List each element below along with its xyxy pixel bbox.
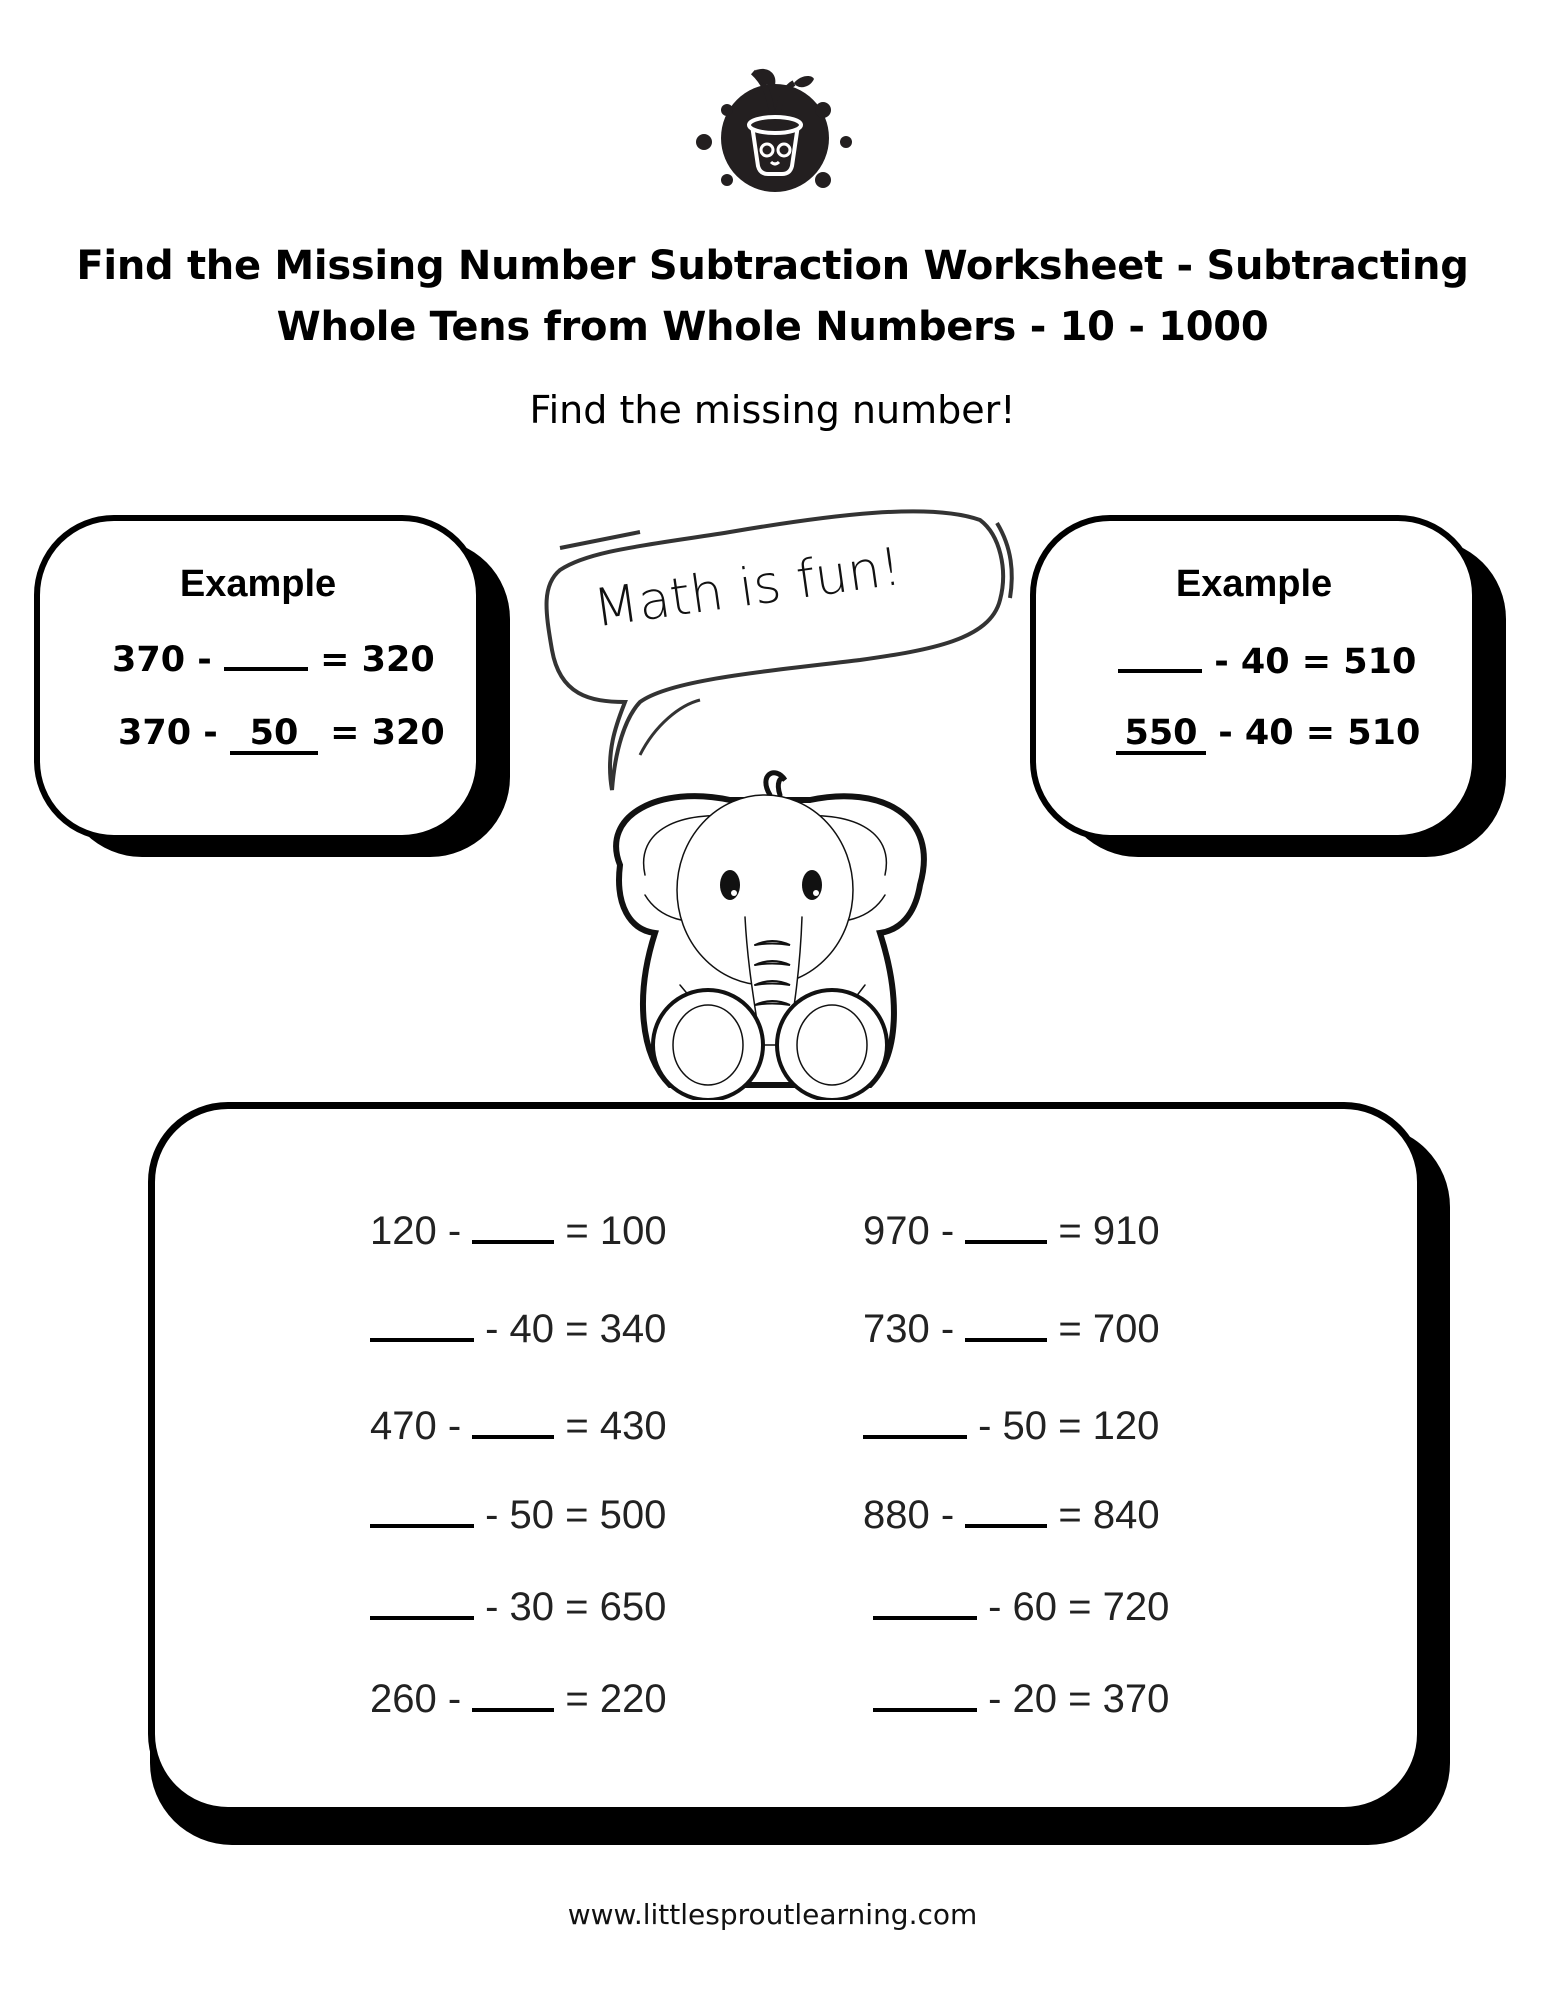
- problem-row: 470 - = 430: [370, 1404, 667, 1448]
- answer-blank[interactable]: [873, 1678, 977, 1712]
- title-line-1: Find the Missing Number Subtraction Worksheet - Subtracting: [76, 243, 1469, 289]
- answer-blank[interactable]: [965, 1210, 1047, 1244]
- answer-blank[interactable]: [472, 1678, 554, 1712]
- problem-row: - 60 = 720: [873, 1585, 1169, 1630]
- card-body: [1030, 515, 1478, 841]
- answer-blank[interactable]: [370, 1586, 474, 1620]
- answer-blank[interactable]: [873, 1586, 977, 1620]
- problem-row: - 50 = 120: [863, 1404, 1159, 1449]
- problem-row: 880 - = 840: [863, 1493, 1160, 1537]
- problem-row: - 40 = 340: [370, 1307, 666, 1352]
- worksheet-title: [0, 236, 1545, 358]
- footer-url[interactable]: www.littlesproutlearning.com: [567, 1898, 978, 1931]
- problem-row: - 50 = 500: [370, 1493, 666, 1538]
- example-heading: Example: [179, 563, 337, 605]
- example-answer: 550 - 40 = 510: [1116, 713, 1420, 755]
- answer-blank[interactable]: [472, 1405, 554, 1439]
- answer-blank[interactable]: [863, 1405, 967, 1439]
- answer-filled: 550: [1116, 715, 1206, 755]
- example-card-right: [1030, 515, 1480, 845]
- card-body: [34, 515, 482, 841]
- problems-card: [148, 1102, 1424, 1814]
- example-card-left: [34, 515, 484, 845]
- answer-blank[interactable]: [370, 1494, 474, 1528]
- example-heading: Example: [1175, 563, 1333, 605]
- answer-filled: 50: [230, 715, 318, 755]
- answer-blank[interactable]: [965, 1308, 1047, 1342]
- problem-row: 970 - = 910: [863, 1209, 1160, 1253]
- problem-row: - 30 = 650: [370, 1585, 666, 1630]
- answer-blank[interactable]: [965, 1494, 1047, 1528]
- example-answer: 370 - 50 = 320: [118, 713, 445, 753]
- answer-blank: [224, 631, 308, 671]
- title-line-2: Whole Tens from Whole Numbers - 10 - 1000: [276, 304, 1269, 350]
- instruction-text: Find the missing number!: [529, 388, 1016, 432]
- answer-blank[interactable]: [472, 1210, 554, 1244]
- sprout-pot-logo-icon: [690, 50, 860, 200]
- elephant-illustration-icon: [580, 755, 950, 1100]
- answer-blank[interactable]: [370, 1308, 474, 1342]
- speech-bubble-text: Math is fun!: [590, 536, 906, 640]
- problem-row: 260 - = 220: [370, 1677, 667, 1721]
- example-question: - 40 = 510: [1118, 633, 1416, 682]
- problem-row: 120 - = 100: [370, 1209, 667, 1253]
- answer-blank: [1118, 633, 1202, 673]
- example-question: 370 - = 320: [112, 631, 435, 680]
- problem-row: 730 - = 700: [863, 1307, 1160, 1351]
- problem-row: - 20 = 370: [873, 1677, 1169, 1722]
